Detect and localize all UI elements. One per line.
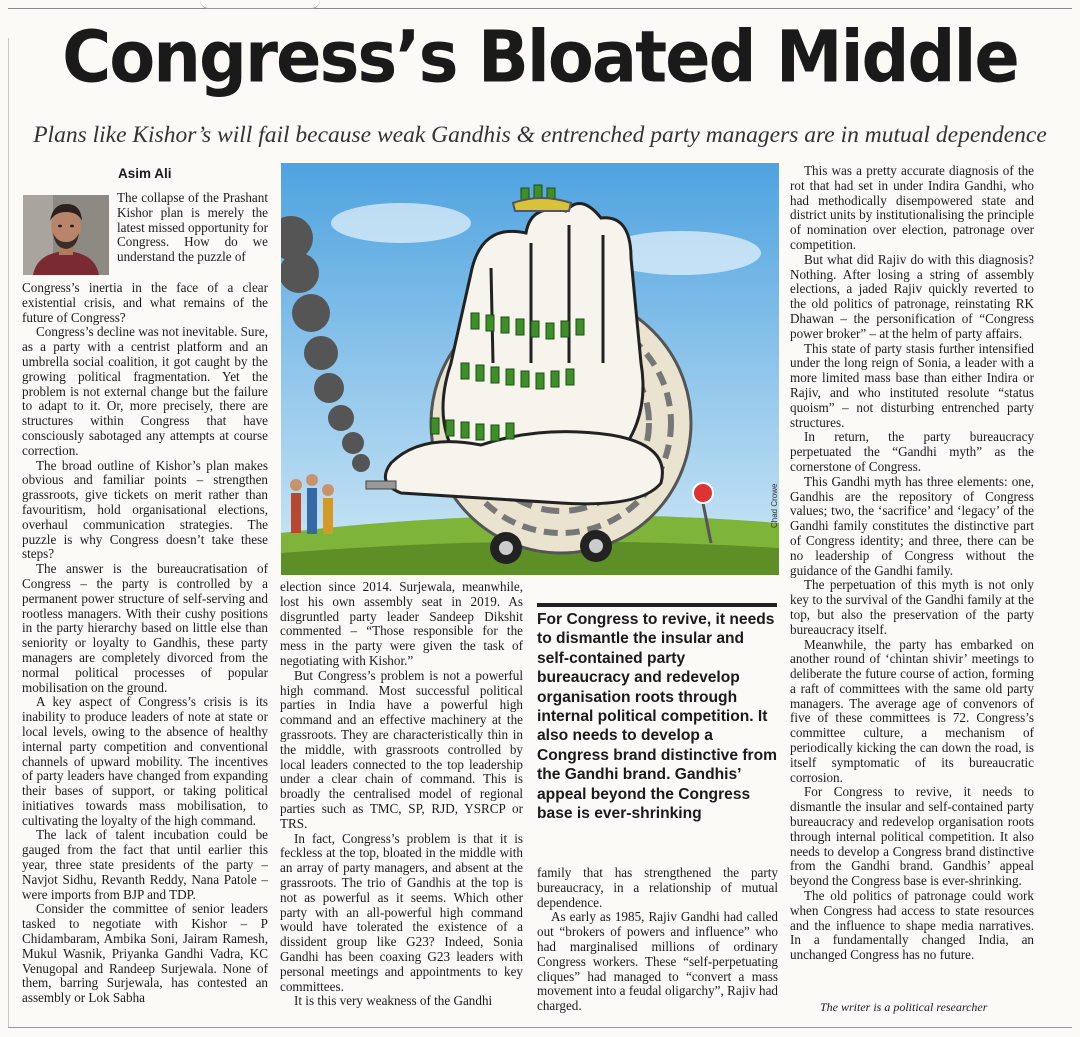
paragraph: The lack of talent incubation could be gauged from the fact that until earlier this year, three state presidents of the party – Navjot Sidhu, Revanth Reddy, Nana Patole – were imports from BJP and TDP. <box>22 827 268 902</box>
paragraph: Meanwhile, the party has embarked on another round of ‘chintan shivir’ meetings to deliberate the future course of action, forming a raft of committees with the same old party managers. The average age of convenors of five of these committees is 72. Congress’s committee culture, a mechanism of periodically kicking the can down the road, is itself symptomatic of its bureaucratic corrosion. <box>790 636 1034 785</box>
paragraph: The old politics of patronage could work when Congress had access to state resources and the influence to shape media narratives. In a fundamentally changed India, an unchanged Congress has no future. <box>790 888 1034 963</box>
paragraph: The collapse of the Prashant Kishor plan is merely the latest missed opportunity for Congress. How do we understand the puzzle of <box>117 190 268 265</box>
top-rule <box>8 8 1072 9</box>
paragraph: In return, the party bureaucracy perpetuated the “Gandhi myth” as the cornerstone of Congress. <box>790 429 1034 474</box>
paragraph: Consider the committee of senior leaders tasked to negotiate with Kishor – P Chidambaram, Ambika Soni, Jairam Ramesh, Mukul Wasnik, Priyanka Gandhi Vadra, KC Venugopal and Randeep Surjewala. None of them, barring Surjewala, has contested an assembly or Lok Sabha <box>22 901 268 1006</box>
pull-quote: For Congress to revive, it needs to dismantle the insular and self-contained party bureaucracy and redevelop organisation roots through internal political competition. It also needs to develop a Congress brand distinctive from the Gandhi brand. Gandhis’ appeal beyond the Congress base is ever-shrinking <box>537 611 778 823</box>
paragraph: The answer is the bureaucratisation of Congress – the party is controlled by a permanent power structure of self-serving and rootless managers. With their cushy positions in the party hierarchy based on little else than seniority or loyalty to Gandhis, these party managers are completely divorced from the normal political processes of popular mobilisation on the ground. <box>22 561 268 695</box>
paragraph: But Congress’s problem is not a powerful high command. Most successful political parties in India have a powerful high command and an effective machinery at the grassroots. They are characteristically thin in the middle, with grassroots controlled by local leaders connected to the top leadership under a clear chain of command. This is broadly the centralised model of regional parties such as TMC, SP, RJD, YSRCP or TRS. <box>280 667 523 831</box>
column-1 <box>22 281 268 1006</box>
paragraph: This Gandhi myth has three elements: one, Gandhis are the repository of Congress values; two, the ‘sacrifice’ and ‘legacy’ of the Gandhi family constitutes the distinctive part of Congress identity; and three, there can be no leadership of Congress without the guidance of the Gandhi family. <box>790 473 1034 578</box>
editorial-cartoon <box>281 163 779 575</box>
column-3 <box>537 866 778 1014</box>
column-1-intro <box>117 191 268 265</box>
byline: Asim Ali <box>118 166 172 181</box>
paragraph: But what did Rajiv do with this diagnosis? Nothing. After losing a string of assembly elections, a jaded Rajiv quickly reverted to the old politics of patronage, reinstating RK Dhawan – the personification of “Congress power broker” – at the helm of party affairs. <box>790 251 1034 341</box>
paragraph: election since 2014. Surjewala, meanwhile, lost his own assembly seat in 2019. As disgruntled party leader Sandeep Dikshit commented – “Those responsible for the mess in the party were given the task of negotiating with Kishor.” <box>280 579 523 668</box>
column-2 <box>280 580 523 1009</box>
cartoon-illustration-icon <box>281 163 779 575</box>
left-margin-rule <box>8 38 9 1028</box>
paragraph: Congress’s inertia in the face of a clear existential crisis, and what remains of the future of Congress? <box>22 280 268 325</box>
subhead: Plans like Kishor’s will fail because weak Gandhis & entrenched party managers are in mutual dependence <box>33 122 1047 148</box>
writer-note: The writer is a political researcher <box>820 1000 988 1014</box>
paragraph: In fact, Congress’s problem is that it is feckless at the top, bloated in the middle with an array of party managers, and absent at the grassroots. The trio of Gandhis at the top is not as powerful as it seems. Which other party with an all-powerful high command would have tolerated the existence of a dissident group like G23? Indeed, Sonia Gandhi has been coaxing G23 leaders with personal meetings and appointments to key committees. <box>280 830 523 994</box>
paragraph: As early as 1985, Rajiv Gandhi had called out “brokers of powers and influence” who had marginalised millions of ordinary Congress workers. These “self-perpetuating cliques” had managed to “convert a mass movement into a feudal oligarchy”, Rajiv had charged. <box>537 909 778 1014</box>
paragraph: family that has strengthened the party bureaucracy, in a relationship of mutual dependence. <box>537 865 778 910</box>
author-photo <box>23 195 109 275</box>
paragraph: The broad outline of Kishor’s plan makes obvious and familiar points – strengthen grassroots, give tickets on merit rather than favouritism, hold organisational elections, overhaul communication strategies. The puzzle is why Congress doesn’t take these steps? <box>22 457 268 562</box>
paragraph: Congress’s decline was not inevitable. Sure, as a party with a centrist platform and an umbrella social coalition, it got caught by the growing political fragmentation. Yet the problem is not external change but the failure to adapt to it. Or, more precisely, there are structures within Congress that have consciously sabotaged any attempts at course correction. <box>22 324 268 458</box>
headline: Congress’s Bloated Middle <box>62 15 1018 99</box>
paragraph: This was a pretty accurate diagnosis of the rot that had set in under Indira Gandhi, who had methodically disempowered state and district units by institutionalising the principle of nomination over election, patronage over competition. <box>790 163 1034 252</box>
bottom-rule <box>8 1027 1072 1028</box>
pull-quote-rule <box>537 603 777 607</box>
paragraph: This state of party stasis further intensified under the long reign of Sonia, a leader with a more limited mass base than either Indira or Rajiv, and who instituted resolute “status quoism” – not disturbing entrenched party structures. <box>790 340 1034 430</box>
cartoon-credit: Chad Crowe <box>770 483 779 528</box>
author-portrait-icon <box>23 195 109 275</box>
paragraph: The perpetuation of this myth is not only key to the survival of the Gandhi family at the top, but also the preservation of the party bureaucracy itself. <box>790 577 1034 637</box>
paragraph: It is this very weakness of the Gandhi <box>294 993 493 1009</box>
column-4 <box>790 164 1034 963</box>
masthead-ornament <box>200 0 320 9</box>
paragraph: A key aspect of Congress’s crisis is its inability to produce leaders of note at state or local levels, owing to the absence of healthy internal party competition and conventional channels of upward mobility. The incentives of party leaders have changed from expanding their bases of support, or taking political initiatives towards mass mobilisation, to cultivating the loyalty of the high command. <box>22 694 268 828</box>
paragraph: For Congress to revive, it needs to dismantle the insular and self-contained party bureaucracy and redevelop organisation roots through internal political competition. It also needs to develop a Congress brand distinctive from the Gandhi brand. Gandhis’ appeal beyond the Congress base is ever-shrinking. <box>790 784 1034 889</box>
